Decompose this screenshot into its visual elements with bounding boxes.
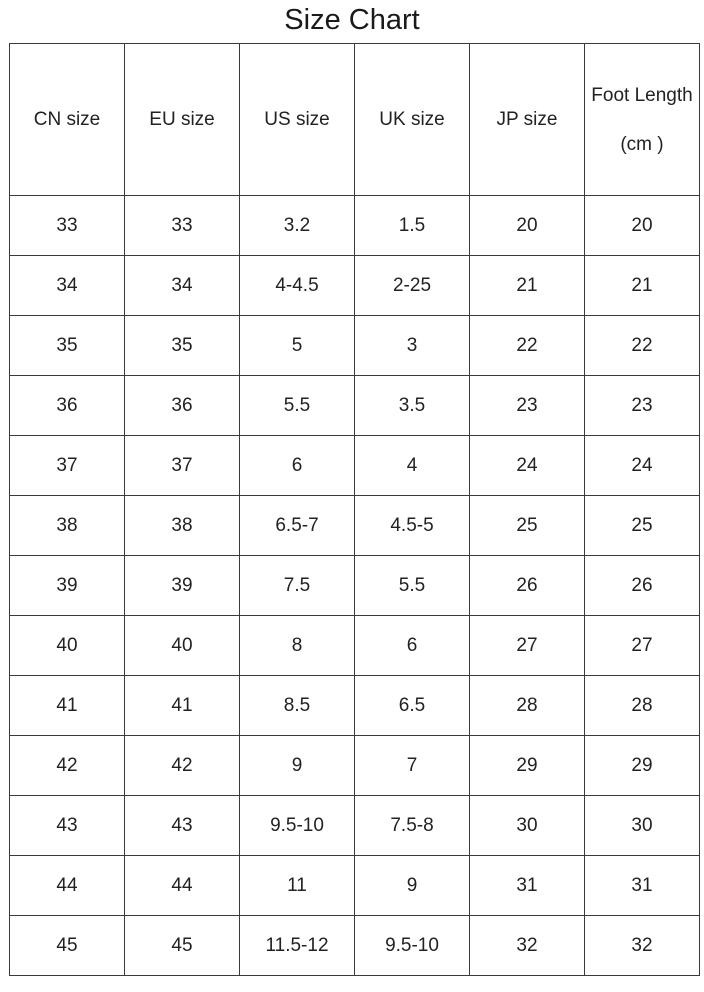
eu-size-cell: 36 bbox=[125, 376, 240, 436]
cn-size-cell: 45 bbox=[10, 916, 125, 976]
us-size-cell: 5.5 bbox=[240, 376, 355, 436]
table-row bbox=[10, 496, 700, 556]
eu-size-cell: 42 bbox=[125, 736, 240, 796]
uk-size-cell: 9.5-10 bbox=[355, 916, 470, 976]
header-foot-length bbox=[585, 44, 700, 196]
eu-size-cell: 43 bbox=[125, 796, 240, 856]
table-row bbox=[10, 856, 700, 916]
eu-size-cell: 40 bbox=[125, 616, 240, 676]
table-row bbox=[10, 256, 700, 316]
jp-size-cell: 32 bbox=[470, 916, 585, 976]
us-size-cell: 4-4.5 bbox=[240, 256, 355, 316]
header-cn-size: CN size bbox=[10, 44, 125, 196]
uk-size-cell: 4.5-5 bbox=[355, 496, 470, 556]
us-size-cell: 11 bbox=[240, 856, 355, 916]
us-size-cell: 7.5 bbox=[240, 556, 355, 616]
table-row bbox=[10, 196, 700, 256]
eu-size-cell: 41 bbox=[125, 676, 240, 736]
foot-length-cell: 32 bbox=[585, 916, 700, 976]
eu-size-cell: 33 bbox=[125, 196, 240, 256]
foot-length-cell: 30 bbox=[585, 796, 700, 856]
jp-size-cell: 20 bbox=[470, 196, 585, 256]
table-row bbox=[10, 796, 700, 856]
jp-size-cell: 30 bbox=[470, 796, 585, 856]
cn-size-cell: 39 bbox=[10, 556, 125, 616]
us-size-cell: 9.5-10 bbox=[240, 796, 355, 856]
eu-size-cell: 34 bbox=[125, 256, 240, 316]
eu-size-cell: 38 bbox=[125, 496, 240, 556]
cn-size-cell: 42 bbox=[10, 736, 125, 796]
us-size-cell: 3.2 bbox=[240, 196, 355, 256]
uk-size-cell: 5.5 bbox=[355, 556, 470, 616]
cn-size-cell: 38 bbox=[10, 496, 125, 556]
table-row bbox=[10, 436, 700, 496]
jp-size-cell: 29 bbox=[470, 736, 585, 796]
foot-length-cell: 20 bbox=[585, 196, 700, 256]
jp-size-cell: 27 bbox=[470, 616, 585, 676]
us-size-cell: 6 bbox=[240, 436, 355, 496]
eu-size-cell: 45 bbox=[125, 916, 240, 976]
uk-size-cell: 3.5 bbox=[355, 376, 470, 436]
jp-size-cell: 22 bbox=[470, 316, 585, 376]
header-row bbox=[10, 44, 700, 196]
jp-size-cell: 24 bbox=[470, 436, 585, 496]
cn-size-cell: 33 bbox=[10, 196, 125, 256]
cn-size-cell: 35 bbox=[10, 316, 125, 376]
uk-size-cell: 7.5-8 bbox=[355, 796, 470, 856]
foot-length-cell: 25 bbox=[585, 496, 700, 556]
header-eu-size: EU size bbox=[125, 44, 240, 196]
foot-length-cell: 27 bbox=[585, 616, 700, 676]
table-row bbox=[10, 376, 700, 436]
us-size-cell: 11.5-12 bbox=[240, 916, 355, 976]
foot-length-cell: 22 bbox=[585, 316, 700, 376]
jp-size-cell: 28 bbox=[470, 676, 585, 736]
uk-size-cell: 7 bbox=[355, 736, 470, 796]
jp-size-cell: 21 bbox=[470, 256, 585, 316]
eu-size-cell: 35 bbox=[125, 316, 240, 376]
jp-size-cell: 26 bbox=[470, 556, 585, 616]
cn-size-cell: 43 bbox=[10, 796, 125, 856]
foot-length-cell: 23 bbox=[585, 376, 700, 436]
cn-size-cell: 40 bbox=[10, 616, 125, 676]
foot-length-cell: 31 bbox=[585, 856, 700, 916]
us-size-cell: 8 bbox=[240, 616, 355, 676]
cn-size-cell: 44 bbox=[10, 856, 125, 916]
foot-length-cell: 26 bbox=[585, 556, 700, 616]
uk-size-cell: 6 bbox=[355, 616, 470, 676]
eu-size-cell: 44 bbox=[125, 856, 240, 916]
eu-size-cell: 37 bbox=[125, 436, 240, 496]
eu-size-cell: 39 bbox=[125, 556, 240, 616]
header-uk-size: UK size bbox=[355, 44, 470, 196]
jp-size-cell: 23 bbox=[470, 376, 585, 436]
uk-size-cell: 3 bbox=[355, 316, 470, 376]
us-size-cell: 5 bbox=[240, 316, 355, 376]
us-size-cell: 8.5 bbox=[240, 676, 355, 736]
table-row bbox=[10, 916, 700, 976]
header-foot-length-label: Foot Length(cm ) bbox=[591, 84, 693, 155]
table-row bbox=[10, 556, 700, 616]
uk-size-cell: 9 bbox=[355, 856, 470, 916]
foot-length-cell: 21 bbox=[585, 256, 700, 316]
uk-size-cell: 1.5 bbox=[355, 196, 470, 256]
table-row bbox=[10, 316, 700, 376]
foot-length-cell: 28 bbox=[585, 676, 700, 736]
table-body bbox=[10, 196, 700, 976]
us-size-cell: 6.5-7 bbox=[240, 496, 355, 556]
uk-size-cell: 4 bbox=[355, 436, 470, 496]
cn-size-cell: 34 bbox=[10, 256, 125, 316]
size-chart-table bbox=[9, 43, 700, 976]
cn-size-cell: 41 bbox=[10, 676, 125, 736]
uk-size-cell: 6.5 bbox=[355, 676, 470, 736]
table-row bbox=[10, 736, 700, 796]
table-row bbox=[10, 616, 700, 676]
cn-size-cell: 36 bbox=[10, 376, 125, 436]
jp-size-cell: 25 bbox=[470, 496, 585, 556]
jp-size-cell: 31 bbox=[470, 856, 585, 916]
header-us-size: US size bbox=[240, 44, 355, 196]
uk-size-cell: 2-25 bbox=[355, 256, 470, 316]
us-size-cell: 9 bbox=[240, 736, 355, 796]
cn-size-cell: 37 bbox=[10, 436, 125, 496]
foot-length-cell: 24 bbox=[585, 436, 700, 496]
table-header bbox=[10, 44, 700, 196]
foot-length-cell: 29 bbox=[585, 736, 700, 796]
table-row bbox=[10, 676, 700, 736]
header-jp-size: JP size bbox=[470, 44, 585, 196]
page-title: Size Chart bbox=[284, 4, 420, 36]
